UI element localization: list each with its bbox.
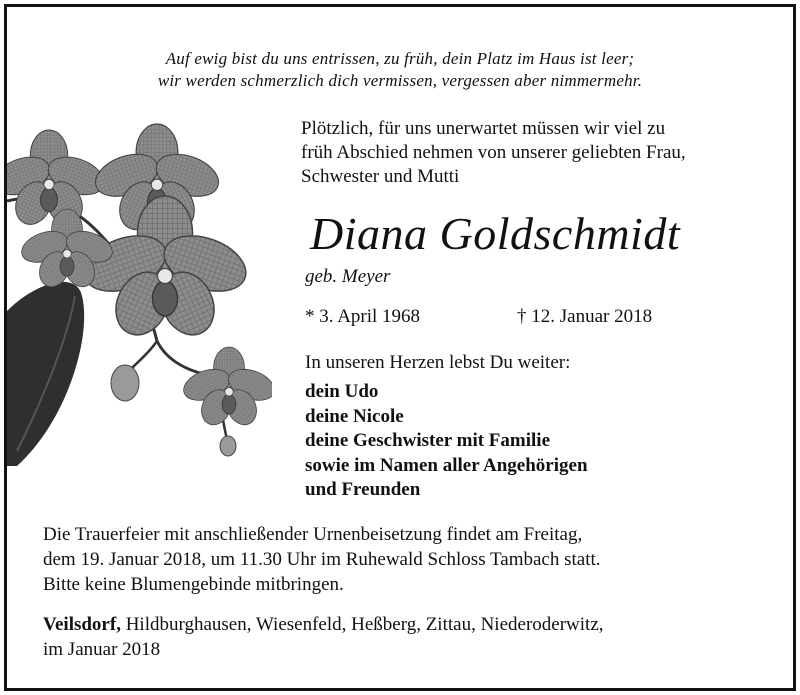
birth-date: * 3. April 1968 [305,306,421,327]
motto-line: wir werden schmerzlich dich vermissen, vergessen aber nimmermehr. [157,71,643,90]
mourners-list [305,380,588,503]
mourner: deine Nicole [305,405,404,427]
mourner: deine Geschwister mit Familie [305,430,551,452]
places-and-date [43,612,773,662]
month-year: im Januar 2018 [43,639,161,660]
first-place: Veilsdorf, [43,614,121,635]
death-date: † 12. Januar 2018 [517,306,653,327]
orchid-flower-icon [7,121,272,466]
memorial-motto [7,48,793,92]
hearts-line: In unseren Herzen lebst Du weiter: [305,352,571,373]
mourner: sowie im Namen aller Angehörigen [305,454,588,476]
intro-line: Schwester und Mutti [301,166,460,187]
intro-text [301,117,781,189]
maiden-name: geb. Meyer [305,266,391,287]
motto-line: Auf ewig bist du uns entrissen, zu früh, dein Platz im Haus ist leer; [165,49,635,68]
ceremony-line: Bitte keine Blumengebinde mitbringen. [43,574,344,595]
intro-line: Plötzlich, für uns unerwartet müssen wir viel zu [301,118,666,139]
mourner: dein Udo [305,381,379,402]
life-dates [305,305,652,329]
other-places: Hildburghausen, Wiesenfeld, Heßberg, Zittau, Niederoderwitz, [120,614,604,635]
mourner: und Freunden [305,479,421,501]
ceremony-notice [43,522,773,597]
intro-line: früh Abschied nehmen von unserer geliebten Frau, [301,142,686,163]
ceremony-line: Die Trauerfeier mit anschließender Urnenbeisetzung findet am Freitag, [43,524,583,545]
deceased-name: Diana Goldschmidt [310,208,681,259]
obituary-frame [4,4,796,691]
ceremony-line: dem 19. Januar 2018, um 11.30 Uhr im Ruhewald Schloss Tambach statt. [43,549,601,570]
